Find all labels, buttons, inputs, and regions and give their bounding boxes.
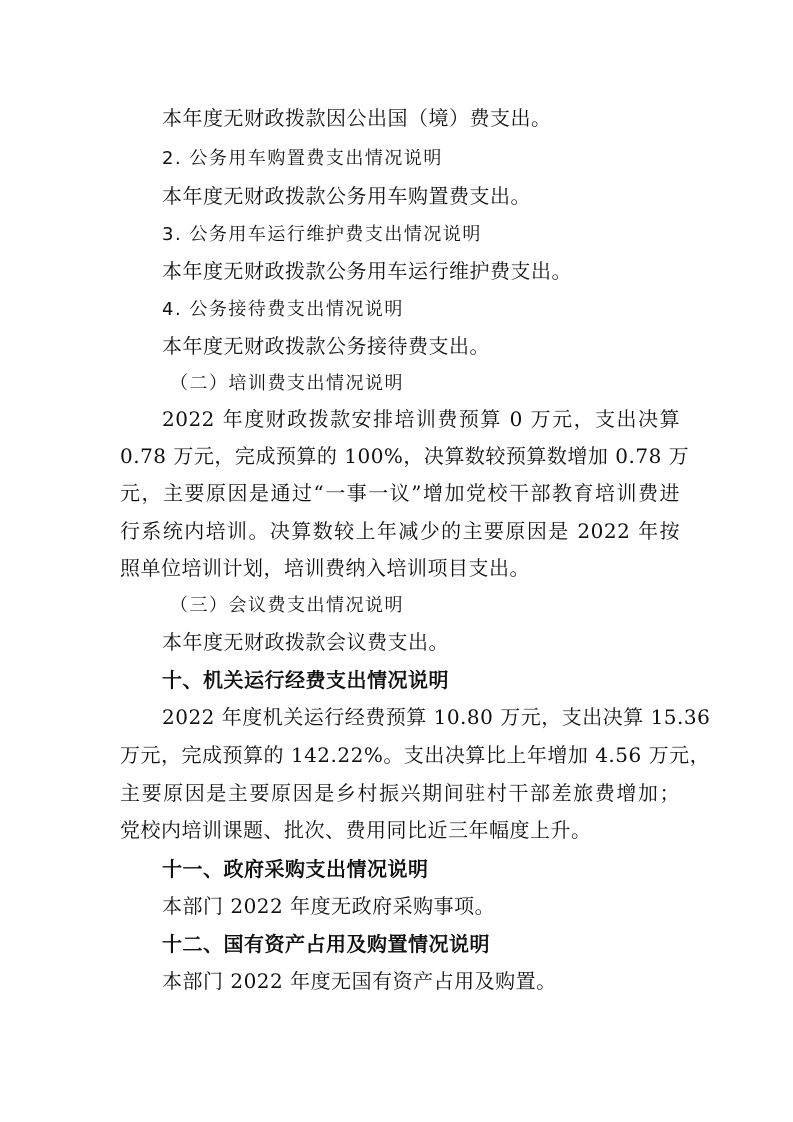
section-heading: 十一、政府采购支出情况说明 [162, 857, 429, 881]
section-subheading: （三）会议费支出情况说明 [170, 595, 404, 616]
paragraph-line: 本年度无财政拨款公务接待费支出。 [162, 334, 490, 358]
paragraph-line: 党校内培训课题、批次、费用同比近三年幅度上升。 [120, 818, 592, 842]
paragraph-line: 2022 年度财政拨款安排培训费预算 0 万元，支出决算 [162, 407, 680, 431]
paragraph-line: 本年度无财政拨款会议费支出。 [162, 630, 449, 654]
section-subheading: （二）培训费支出情况说明 [170, 373, 404, 394]
paragraph-line: 照单位培训计划，培训费纳入培训项目支出。 [120, 556, 530, 580]
section-subheading: 3. 公务用车运行维护费支出情况说明 [162, 224, 482, 245]
section-subheading: 2. 公务用车购置费支出情况说明 [162, 148, 443, 169]
section-heading: 十、机关运行经费支出情况说明 [162, 668, 449, 692]
paragraph-line: 主要原因是主要原因是乡村振兴期间驻村干部差旅费增加； [120, 781, 680, 805]
section-heading: 十二、国有资产占用及购置情况说明 [162, 932, 490, 956]
paragraph-line: 万元，完成预算的 142.22%。支出决算比上年增加 4.56 万元， [120, 743, 711, 767]
paragraph-line: 本部门 2022 年度无政府采购事项。 [162, 894, 496, 918]
paragraph-line: 行系统内培训。决算数较上年减少的主要原因是 2022 年按 [120, 519, 680, 543]
paragraph-line: 元，主要原因是通过“一事一议”增加党校干部教育培训费进 [120, 481, 680, 505]
section-subheading: 4. 公务接待费支出情况说明 [162, 299, 404, 320]
paragraph-line: 0.78 万元，完成预算的 100%，决算数较预算数增加 0.78 万 [120, 444, 690, 468]
paragraph-line: 2022 年度机关运行经费预算 10.80 万元，支出决算 15.36 [162, 705, 711, 729]
paragraph-line: 本部门 2022 年度无国有资产占用及购置。 [162, 969, 557, 993]
paragraph-line: 本年度无财政拨款公务用车运行维护费支出。 [162, 259, 572, 283]
paragraph-line: 本年度无财政拨款公务用车购置费支出。 [162, 184, 531, 208]
paragraph-line: 本年度无财政拨款因公出国（境）费支出。 [162, 106, 552, 130]
